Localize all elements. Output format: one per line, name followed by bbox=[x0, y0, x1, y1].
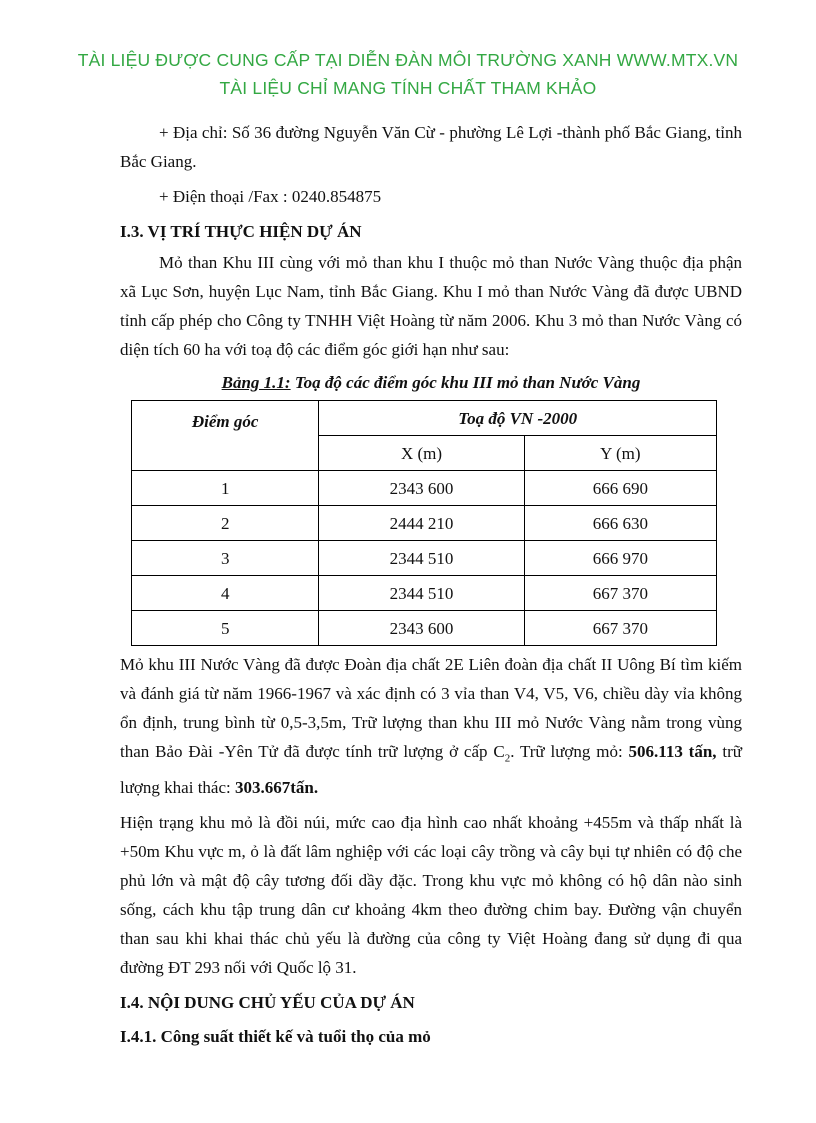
cell-x: 2344 510 bbox=[319, 541, 524, 576]
table-caption-text: Toạ độ các điểm góc khu III mỏ than Nước Vàng bbox=[290, 373, 641, 392]
watermark-banner bbox=[0, 46, 816, 102]
banner-line-1: TÀI LIỆU ĐƯỢC CUNG CẤP TẠI DIỄN ĐÀN MÔI TRƯỜNG XANH WWW.MTX.VN bbox=[77, 50, 739, 70]
exploit-amount: 303.667tấn. bbox=[234, 778, 319, 798]
reserve-text-2: . Trữ lượng mỏ: bbox=[510, 742, 629, 761]
table-caption-label: Bảng 1.1: bbox=[221, 373, 291, 392]
cell-point: 2 bbox=[132, 506, 319, 541]
cell-point: 1 bbox=[132, 471, 319, 506]
status-paragraph: Hiện trạng khu mỏ là đồi núi, mức cao địa hình cao nhất khoảng +455m và thấp nhất là +50m Khu vực m, ỏ là đất lâm nghiệp với các loại cây trồng và cây bụi tự nhiên có độ che phủ lớn và mật độ cây tương đối dầy đặc. Trong khu vực mỏ không có hộ dân nào sinh sống, cách khu tập trung dân cư khoảng 4km theo đường chim bay. Đường vận chuyển than sau khi khai thác chủ yếu là đường của công ty Việt Hoàng đang sử dụng đi qua đường ĐT 293 nối với Quốc lộ 31. bbox=[120, 813, 742, 978]
section-heading-i4: I.4. NỘI DUNG CHỦ YẾU CỦA DỰ ÁN bbox=[120, 993, 415, 1013]
cell-x: 2344 510 bbox=[319, 576, 524, 611]
location-paragraph: Mỏ than Khu III cùng với mỏ than khu I thuộc mỏ than Nước Vàng thuộc địa phận xã Lục Sơn, huyện Lục Nam, tỉnh Bắc Giang. Khu I mỏ than Nước Vàng đã được UBND tỉnh cấp phép cho Công ty TNHH Việt Hoàng từ năm 2006. Khu 3 mỏ than Nước Vàng có diện tích 60 ha với toạ độ các điểm góc giới hạn như sau: bbox=[120, 253, 742, 359]
table-row bbox=[132, 611, 717, 646]
subsection-heading-i41: I.4.1. Công suất thiết kế và tuổi thọ của mỏ bbox=[120, 1027, 431, 1047]
cell-x: 2444 210 bbox=[319, 506, 524, 541]
table-row bbox=[132, 576, 717, 611]
header-point: Điểm góc bbox=[132, 401, 319, 471]
cell-point: 3 bbox=[132, 541, 319, 576]
reserve-amount: 506.113 tấn, bbox=[628, 742, 717, 761]
reserve-text: Mỏ khu III Nước Vàng đã được Đoàn địa chất 2E Liên đoàn địa chất II Uông Bí tìm kiếm và đánh giá từ năm 1966-1967 và xác định có 3 vỉa than V4, V5, V6, chiều dày vỉa không ổn định, trung bình từ 0,5-3,5m, Trữ lượng than khu III mỏ Nước Vàng nằm trong vùng than Bảo Đài -Yên Tử đã được tính trữ lượng ở cấp bbox=[120, 655, 742, 761]
table-row bbox=[132, 541, 717, 576]
cell-x: 2343 600 bbox=[319, 611, 524, 646]
phone-line: + Điện thoại /Fax : 0240.854875 bbox=[159, 187, 382, 206]
cell-x: 2343 600 bbox=[319, 471, 524, 506]
header-x: X (m) bbox=[319, 436, 524, 471]
cell-y: 667 370 bbox=[524, 611, 716, 646]
cell-y: 666 690 bbox=[524, 471, 716, 506]
cell-point: 4 bbox=[132, 576, 319, 611]
table-row bbox=[132, 506, 717, 541]
header-coord: Toạ độ VN -2000 bbox=[319, 401, 717, 436]
cell-y: 666 630 bbox=[524, 506, 716, 541]
coordinates-table bbox=[131, 400, 717, 646]
cell-y: 666 970 bbox=[524, 541, 716, 576]
table-caption bbox=[120, 370, 742, 396]
grade-sub: 2 bbox=[504, 752, 511, 765]
section-heading-i3: I.3. VỊ TRÍ THỰC HIỆN DỰ ÁN bbox=[120, 222, 362, 241]
grade-main: C bbox=[493, 742, 505, 761]
header-y: Y (m) bbox=[524, 436, 716, 471]
reserve-paragraph bbox=[120, 650, 742, 802]
table-row bbox=[132, 471, 717, 506]
reserve-text-3: trữ lượng khai thác: bbox=[120, 742, 742, 798]
cell-point: 5 bbox=[132, 611, 319, 646]
banner-line-2: TÀI LIỆU CHỈ MANG TÍNH CHẤT THAM KHẢO bbox=[219, 78, 597, 98]
cell-y: 667 370 bbox=[524, 576, 716, 611]
address-line: + Địa chỉ: Số 36 đường Nguyễn Văn Cừ - phường Lê Lợi -thành phố Bắc Giang, tỉnh Bắc Giang. bbox=[120, 123, 742, 171]
document-body bbox=[120, 118, 742, 1051]
